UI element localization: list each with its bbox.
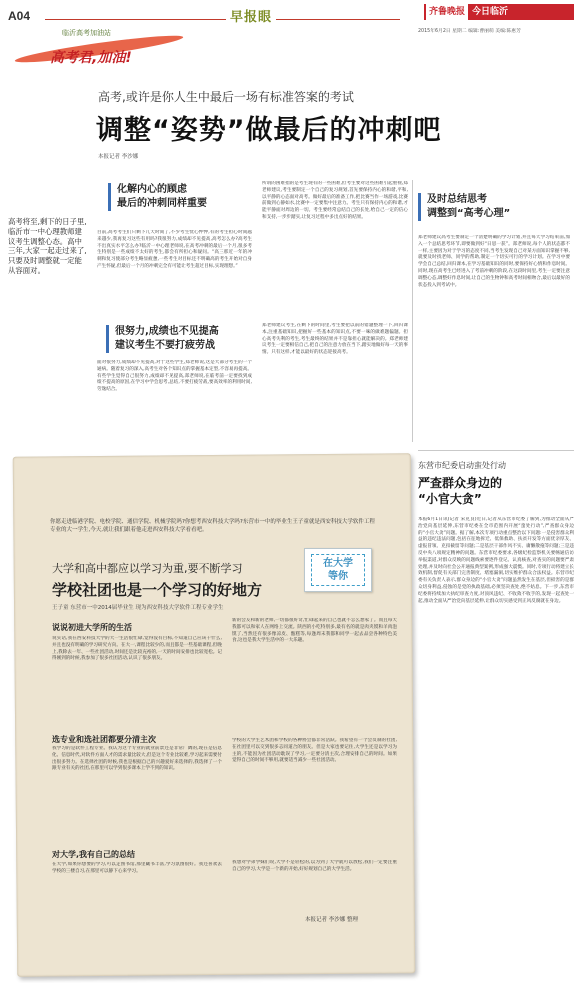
feature-column: 我想对学弟学妹们说,大学不是轻松的,以为到了大学就可以放松,我们一定要注重自己的学习,大学是一个新的开始,好好规划自己的大学生活。 [232,860,397,872]
newspaper-name: 齐鲁晚报 [426,4,468,20]
story2-headline: 严查群众身边的 “小官大贪” [418,476,503,506]
body-column: 所谓的困难指的是考生现有的一些困难,但考生要对这些困难引起重视,郑老师建议,考生要制定一个自己的复习规划,首先要保持内心的和谐,平和,以平静的心态面对高考。做好最后的准备工作,把比赛当作一场游戏,比赛前做到心静如水,比赛中一定要集中注意力。考生只有保持内心的和谐,才能平静面对周边的一切。考生要经常总结自己的长处,给自己一定的信心和支持,一步步踏实,让复习过程中多出点好的结果。 [262,181,408,220]
feature-credit: 本报记者 李沙娜 整理 [305,917,358,923]
section-title: 早报眼 [226,6,276,25]
story-divider [418,450,574,451]
newspaper-logo [424,4,574,20]
feature-column: 学校的大学生艺术团和学校的各种协会都非常活跃。我希望有一个会员制的社团,在社团里可以交到很多志同道合的朋友。但是大家也要记住,大学生还是以学习为主的,不能因为社团活动耽误了学习,一定要分清主次,合理安排自己的时间。如果觉得自己的时间不够用,就要适当减少一些社团活动。 [232,738,397,764]
subhead-effort: 很努力,成绩也不见提高 建议考生不要打疲劳战 [106,325,280,353]
exam-cheer-banner [14,25,189,75]
body-column: 郑老师建议考生,在剩下的时间里,考生要把以前的错题整理一下,回归课本,注重基础知识,把握好一些基本的知识点,不要一味的做难题偏题。担心高考失利的考生,考生最终的结果并不是靠担心就能解决的。郑老师建议考生一定要相信自己,把自己的注意力放在当下,踏实地做好每一天的事情。只有这样,才能以最好的状态迎接高考。 [262,323,408,356]
issue-meta: 2015年6月2日 星期二 编辑:曹丽萌 美编:陈惠芳 [418,29,521,34]
feature-column: 说实话,我在西安科技大学的大一生活很忙碌,觉得没有目标,不知道自己应该干什么,并且也没有明确的学习研究方向。在大一,课程比较少的,而且都是一些基础课程,但晚上,我除去一年、一些社团活动,时间还是比较充裕的,一天的时间安排也比较宽松。记得刚到的时候,我参加了很多社团活动,认识了很多朋友。 [52,636,222,662]
feature-subhead: 对大学,我有自己的总结 [52,850,136,859]
body-column: 面对很努力,成绩却不见提高,对于这些学生,郑老师说,这是大部分考生的一个通病。随着复习的深入,高考生对各个知识点的掌握基本定型,不容易再提高。有些学生觉得自己很努力,成绩却不见提高,郑老师说,在临考前一定要找到成绩不提高的原因,在学习中学会思考,总结,不要打疲劳战,要高效率的利用时间,劳逸结合。 [97,360,252,393]
feature-lead: 你愿走进临港学院、电校学院、通信学院、机械学院吗?你想考西安科技大学吗?东营市一中的毕业生王子童就是西安科技大学软件工程专业的大一学生,今天,就让我们跟着他走进西安科技大学看看吧。 [50,519,375,533]
newspaper-edition: 今日临沂 [472,7,509,17]
body-column: 目前,高考考生们只剩下几天时间了,不少考生忧心忡忡,有的考生担心时间越来越少,我再复习这些有用吗?我很努力,成绩却不见提高,高考怎么办?高考生不出真实水平怎么办?临沂一中心理老师说,在高考冲刺的最后一个月,很多考生特别是一些成绩不太好的考生,都会有所担心和疑问。“高三那近一年的冲刺和复习使部分考生略显疲惫,一些考生对目标还不明确高的考生开始对自身产生怀疑,但最后一个月的冲刺完全有可能让考生超过目标,实现理想。” [97,230,252,269]
main-headline: 调整“姿势”做最后的冲刺吧 [96,115,442,146]
feature-column: 我学习的是软件工程专业。我认为这个专业的就业前景还是非常广阔的,现在是信息化、信息时代,对软件方面人才的需求量比较大,但是这个专业比较难,学习起来需要付出很多努力。在选择社团的时候,我也是根据自己的兴趣爱好来选择的,我选择了一个跟专业有关的社团,在那里可以学到很多课本上学不到的知识。 [52,746,222,772]
feature-column: 新的会友和新的老师,一切都很好奇,忙碌起来的自己也就不怎么想家了。而且每天我都可以和家人在网络上交流。陕西的小吃特别多,最有名的就是肉夹馍和羊肉泡馍了,当然还有很多像凉皮、甑糕等,每逢周末我都和同学一起去品尝各种特色美食,这也是我大学生活中的一大乐趣。 [232,618,397,644]
story2-body: 本报6月1日讯(记者 宋克良)近日,记者从东营市纪委了解到,为推动全面从严治党向基层延伸,东营市纪委在全市范围内开展“蛮处行动”,严查群众身边的“小官大贪”问题。据了解,本次专项行动重点整治以下问题:一是侵害群众利益的违纪违法问题,包括在征地拆迁、低保救助、扶贫开发等方面优亲厚友、虚报冒领、克扣截留等问题;二是基层干部作风不实、庸懒散拖等问题;三是违反中央八项规定精神的问题。东营市纪委要求,各级纪检监察机关要畅通信访举报渠道,对群众反映的问题线索要逐件登记、认真核查,对查实的问题要严肃处理,并及时向社会公开通报典型案例,形成强大震慑。同时,专项行动将建立长效机制,督促有关部门完善制度、堵塞漏洞,切实维护群众合法权益。东营市纪委有关负责人表示,群众身边的“小官大贪”问题虽然发生在基层,但损害的是群众切身利益,侵蚀的是党的执政基础,必须坚决查处,绝不姑息。下一步,东营市纪委将持续加大执纪审查力度,对顶风违纪、不收敛不收手的,发现一起查处一起,推动全面从严治党向基层延伸,让群众切实感受到正风反腐就在身边。 [418,517,574,604]
discipline-story [418,460,574,972]
main-kicker: 高考,或许是你人生中最后一场有标准答案的考试 [98,90,354,104]
feature-subhead: 选专业和选社团都要分清主次 [52,735,156,744]
feature-column: 在大学,如果你想要的学习,可以走图书馆,那里藏书丰富,学习氛围很好。我还喜欢去学校的三楼自习,在那里可以静下心来学习。 [52,862,222,874]
story-intro: 高考将至,剩下的日子里,临沂市一中心理教师建议考生调整心态。高中三年,大家一起走过来了,只要及时调整就一定能从容面对。 [8,217,87,275]
column-divider [412,180,413,442]
page-number: A04 [8,9,31,23]
feature-headline: 学校社团也是一个学习的好地方 [52,581,263,599]
story2-kicker: 东营市纪委启动蛮处行动 [418,461,506,470]
feature-subhead: 说说初进大学所的生活 [52,623,132,632]
body-column: 郑老师建议高考生要制定一个清楚明确的学习计划,并且每天学习结束前,加入一个总结思考环节,即要做到好“日思一获”。郑老师说,每个人的状态都不一样,主要因为对于学习的态度不同,当考生发现自己对某方面知识掌握不够,就要及时找老师、同学的帮助,制定一个切实可行的学习计划。在学习中要学会自己总结,回归课本,在学习基础知识的同时,要保持好心情和作息时间。同时,现在高考生已经进入了考前冲刺的阶段,在这段时间里,考生一定要注意调整心态,调整好作息时间,让自己的生物钟和高考时间相吻合,最后以最好的状态投入到考试中。 [418,235,570,288]
stamp-text: 在大学 等你 [323,558,353,582]
subhead-summary: 及时总结思考 调整到“高考心理” [418,193,577,221]
stamp-border [311,554,365,586]
subhead-worry: 化解内心的顾虑 最后的冲刺同样重要 [108,183,297,211]
main-byline: 本报记者 李沙娜 [98,154,139,160]
banner-subtitle: 临沂高考加油站 [62,29,111,37]
feature-kicker: 大学和高中都应以学习为重,要不断学习 [52,562,243,575]
university-stamp [304,548,372,592]
banner-slogan: 高考君,加油! [50,50,132,66]
feature-byline: 王子童 东营市一中2014届毕业生 现为西安科技大学软件工程专业学生 [52,605,224,611]
header-rule [45,9,400,20]
